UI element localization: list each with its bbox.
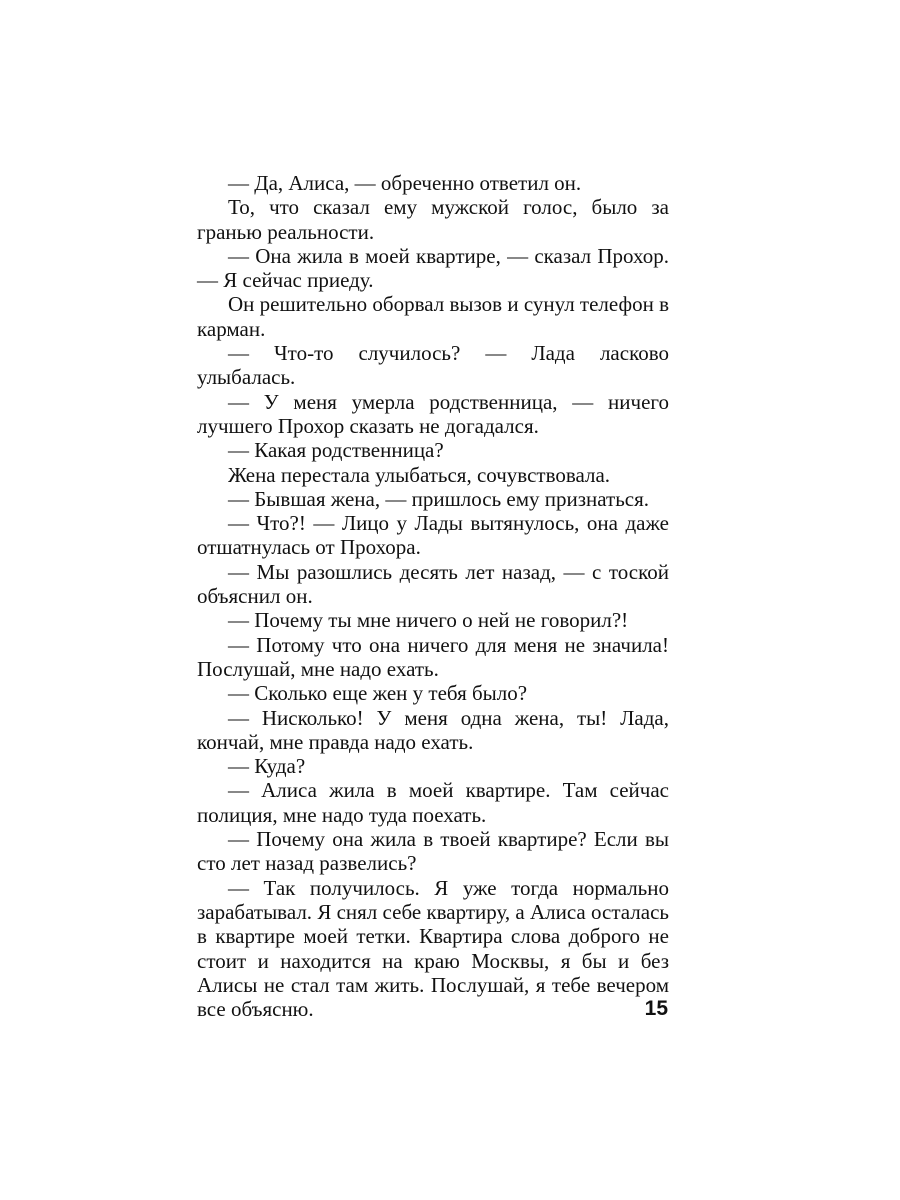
paragraph: — У меня умерла родственница, — ничего лучшего Прохор сказать не догадался. [197, 389, 669, 438]
paragraph: — Так получилось. Я уже тогда нормально зарабатывал. Я снял себе квартиру, а Алиса осталась в квартире моей тетки. Квартира слова доброго не стоит и находится на краю Москвы, я бы и без Алисы не стал там жить. Послушай, я тебе вечером все объясню. [197, 875, 669, 1022]
paragraph: Жена перестала улыбаться, сочувствовала. [228, 462, 611, 487]
paragraph: — Куда? [228, 754, 306, 779]
paragraph: — Сколько еще жен у тебя было? [228, 681, 528, 706]
page-number: 15 [644, 997, 668, 1020]
paragraph: То, что сказал ему мужской голос, было за гранью реальности. [197, 195, 669, 244]
paragraph: — Бывшая жена, — пришлось ему признаться. [228, 486, 650, 511]
paragraph: — Нисколько! У меня одна жена, ты! Лада, кончай, мне правда надо ехать. [197, 705, 669, 754]
paragraph: — Алиса жила в моей квартире. Там сейчас полиция, мне надо туда поехать. [197, 778, 669, 827]
body-text [197, 171, 669, 1021]
paragraph: — Она жила в моей квартире, — сказал Прохор. — Я сейчас приеду. [197, 243, 669, 293]
paragraph: — Что?! — Лицо у Лады вытянулось, она даже отшатнулась от Прохора. [197, 511, 669, 560]
paragraph: — Какая родственница? [228, 438, 444, 463]
paragraph: Он решительно оборвал вызов и сунул телефон в карман. [197, 292, 669, 341]
paragraph: — Почему она жила в твоей квартире? Если вы сто лет назад развелись? [197, 827, 669, 876]
paragraph: — Потому что она ничего для меня не значила! Послушай, мне надо ехать. [197, 632, 669, 681]
paragraph: — Да, Алиса, — обреченно ответил он. [228, 171, 582, 195]
paragraph: — Почему ты мне ничего о ней не говорил?! [228, 608, 629, 633]
paragraph: — Мы разошлись десять лет назад, — с тоской объяснил он. [197, 559, 669, 609]
paragraph: — Что-то случилось? — Лада ласково улыбалась. [197, 341, 669, 390]
